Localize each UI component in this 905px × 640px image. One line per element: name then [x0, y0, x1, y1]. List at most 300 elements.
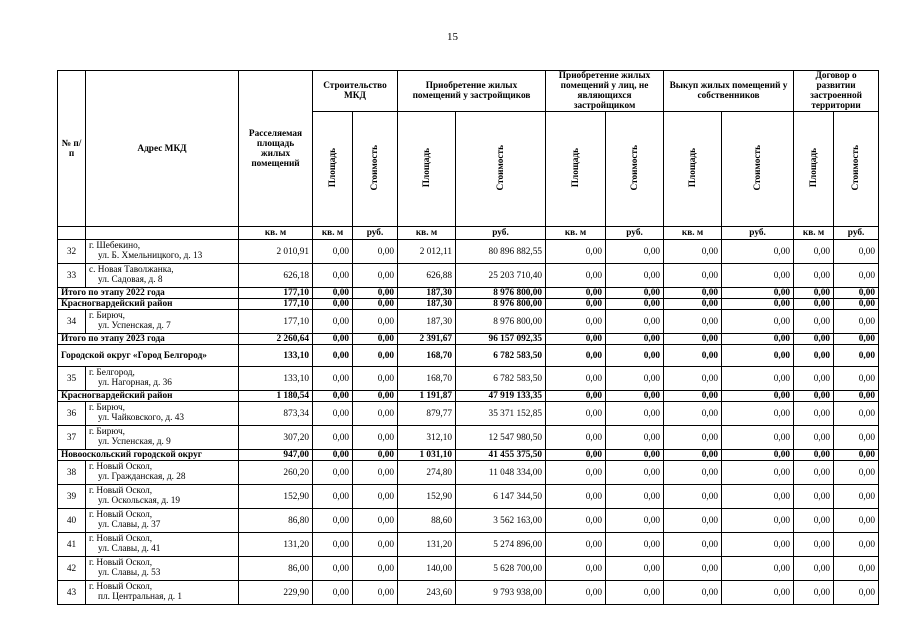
address-locality: г. Бирюч, [89, 427, 125, 437]
value-cell: 0,00 [313, 345, 353, 367]
address-cell [86, 264, 239, 288]
address-locality: г. Новый Оскол, [89, 558, 153, 568]
group-header-development-contract: Договор о развитии застроенной территории [794, 71, 879, 112]
value-cell: 0,00 [353, 264, 398, 288]
value-cell: 2 260,64 [239, 334, 313, 345]
value-cell: 131,20 [239, 533, 313, 557]
value-cell: 0,00 [794, 533, 834, 557]
address-street: ул. Оскольская, д. 19 [98, 496, 181, 506]
col-address-header: Адрес МКД [86, 71, 239, 227]
value-cell: 152,90 [239, 485, 313, 509]
group-header-construction: Строительство МКД [313, 71, 398, 112]
subheader-area: Площадь [398, 112, 456, 227]
value-cell: 0,00 [353, 367, 398, 391]
address-street: ул. Славы, д. 53 [98, 568, 161, 578]
address-street: пл. Центральная, д. 1 [98, 592, 183, 602]
value-cell: 2 010,91 [239, 240, 313, 264]
table-row [58, 402, 879, 426]
value-cell: 0,00 [353, 581, 398, 605]
value-cell: 5 274 896,00 [456, 533, 546, 557]
value-cell: 0,00 [794, 367, 834, 391]
value-cell: 0,00 [794, 334, 834, 345]
table-row [58, 240, 879, 264]
value-cell: 0,00 [313, 334, 353, 345]
address-street: ул. Нагорная, д. 36 [98, 378, 172, 388]
value-cell: 0,00 [606, 485, 664, 509]
value-cell: 177,10 [239, 288, 313, 299]
table-row [58, 533, 879, 557]
address-cell [86, 461, 239, 485]
value-cell: 0,00 [722, 450, 794, 461]
value-cell: 0,00 [606, 533, 664, 557]
table-row [58, 426, 879, 450]
value-cell: 0,00 [353, 391, 398, 402]
value-cell: 0,00 [546, 581, 606, 605]
value-cell: 0,00 [606, 426, 664, 450]
value-cell: 6 782 583,50 [456, 367, 546, 391]
value-cell: 0,00 [664, 461, 722, 485]
value-cell: 0,00 [664, 310, 722, 334]
subtotal-row [58, 345, 879, 367]
value-cell: 86,80 [239, 509, 313, 533]
value-cell: 0,00 [794, 461, 834, 485]
value-cell: 0,00 [546, 310, 606, 334]
value-cell: 25 203 710,40 [456, 264, 546, 288]
value-cell: 0,00 [313, 557, 353, 581]
address-street: ул. Славы, д. 37 [98, 520, 161, 530]
address-cell [86, 581, 239, 605]
value-cell: 0,00 [353, 509, 398, 533]
value-cell: 0,00 [606, 367, 664, 391]
subheader-cost: Стоимость [606, 112, 664, 227]
value-cell: 260,20 [239, 461, 313, 485]
value-cell: 0,00 [722, 391, 794, 402]
value-cell: 0,00 [546, 509, 606, 533]
row-number: 40 [58, 509, 86, 533]
units-cell: кв. м [398, 227, 456, 240]
address-locality: г. Белгород, [89, 368, 135, 378]
value-cell: 1 031,10 [398, 450, 456, 461]
value-cell: 947,00 [239, 450, 313, 461]
group-header-purchase-non-developers: Приобретение жилых помещений у лиц, не являющихся застройщиком [546, 71, 664, 112]
value-cell: 9 793 938,00 [456, 581, 546, 605]
address-locality: г. Бирюч, [89, 403, 125, 413]
value-cell: 0,00 [546, 264, 606, 288]
value-cell: 0,00 [834, 299, 879, 310]
value-cell: 168,70 [398, 345, 456, 367]
value-cell: 0,00 [313, 264, 353, 288]
row-number: 36 [58, 402, 86, 426]
row-number: 34 [58, 310, 86, 334]
value-cell: 131,20 [398, 533, 456, 557]
value-cell: 168,70 [398, 367, 456, 391]
value-cell: 0,00 [794, 402, 834, 426]
value-cell: 0,00 [664, 581, 722, 605]
value-cell: 0,00 [606, 581, 664, 605]
row-number: 43 [58, 581, 86, 605]
value-cell: 0,00 [794, 264, 834, 288]
subtotal-row [58, 299, 879, 310]
value-cell: 187,30 [398, 310, 456, 334]
value-cell: 0,00 [794, 557, 834, 581]
value-cell: 0,00 [834, 426, 879, 450]
value-cell: 0,00 [664, 426, 722, 450]
table-body [58, 227, 879, 605]
address-cell [86, 509, 239, 533]
address-cell [86, 426, 239, 450]
value-cell: 177,10 [239, 310, 313, 334]
value-cell: 140,00 [398, 557, 456, 581]
units-cell: руб. [834, 227, 879, 240]
value-cell: 0,00 [834, 461, 879, 485]
value-cell: 0,00 [606, 310, 664, 334]
address-cell [86, 402, 239, 426]
value-cell: 0,00 [353, 533, 398, 557]
value-cell: 274,80 [398, 461, 456, 485]
value-cell: 0,00 [834, 509, 879, 533]
value-cell: 177,10 [239, 299, 313, 310]
value-cell: 1 191,87 [398, 391, 456, 402]
subtotal-label: Итого по этапу 2022 года [58, 288, 239, 299]
units-cell: кв. м [239, 227, 313, 240]
value-cell: 86,00 [239, 557, 313, 581]
table-row [58, 461, 879, 485]
value-cell: 0,00 [664, 264, 722, 288]
page-number: 15 [447, 31, 458, 43]
value-cell: 0,00 [664, 557, 722, 581]
address-cell [86, 485, 239, 509]
address-locality: г. Новый Оскол, [89, 462, 153, 472]
value-cell: 0,00 [834, 533, 879, 557]
value-cell: 8 976 800,00 [456, 310, 546, 334]
subtotal-row [58, 288, 879, 299]
value-cell: 1 180,54 [239, 391, 313, 402]
value-cell: 0,00 [606, 288, 664, 299]
value-cell: 5 628 700,00 [456, 557, 546, 581]
subtotal-label: Красногвардейский район [58, 391, 239, 402]
value-cell: 0,00 [606, 299, 664, 310]
value-cell: 0,00 [606, 391, 664, 402]
value-cell: 2 012,11 [398, 240, 456, 264]
value-cell: 0,00 [353, 288, 398, 299]
value-cell: 0,00 [722, 367, 794, 391]
value-cell: 133,10 [239, 367, 313, 391]
value-cell: 0,00 [722, 485, 794, 509]
value-cell: 0,00 [794, 581, 834, 605]
value-cell: 0,00 [834, 288, 879, 299]
subtotal-label: Городской округ «Город Белгород» [58, 345, 239, 367]
subheader-cost: Стоимость [456, 112, 546, 227]
value-cell: 35 371 152,85 [456, 402, 546, 426]
value-cell: 0,00 [834, 450, 879, 461]
value-cell: 11 048 334,00 [456, 461, 546, 485]
value-cell: 0,00 [664, 299, 722, 310]
value-cell: 0,00 [606, 509, 664, 533]
value-cell: 0,00 [313, 240, 353, 264]
value-cell: 0,00 [664, 288, 722, 299]
address-street: ул. Б. Хмельницкого, д. 13 [98, 251, 203, 261]
value-cell: 3 562 163,00 [456, 509, 546, 533]
value-cell: 0,00 [834, 391, 879, 402]
value-cell: 0,00 [313, 367, 353, 391]
units-cell-blank [86, 227, 239, 240]
subheader-cost: Стоимость [353, 112, 398, 227]
value-cell: 0,00 [664, 509, 722, 533]
value-cell: 0,00 [664, 240, 722, 264]
value-cell: 0,00 [546, 367, 606, 391]
value-cell: 0,00 [722, 288, 794, 299]
address-locality: г. Бирюч, [89, 311, 125, 321]
value-cell: 0,00 [546, 557, 606, 581]
value-cell: 0,00 [722, 461, 794, 485]
units-cell: кв. м [546, 227, 606, 240]
address-street: ул. Гражданская, д. 28 [98, 472, 186, 482]
group-header-buyout-owners: Выкуп жилых помещений у собственников [664, 71, 794, 112]
header-row-groups [58, 71, 879, 112]
value-cell: 0,00 [722, 557, 794, 581]
address-locality: г. Новый Оскол, [89, 582, 153, 592]
group-header-purchase-developers: Приобретение жилых помещений у застройщиков [398, 71, 546, 112]
value-cell: 0,00 [834, 264, 879, 288]
value-cell: 0,00 [313, 581, 353, 605]
value-cell: 0,00 [313, 509, 353, 533]
value-cell: 0,00 [722, 310, 794, 334]
value-cell: 0,00 [313, 485, 353, 509]
subheader-area: Площадь [313, 112, 353, 227]
address-cell [86, 557, 239, 581]
value-cell: 0,00 [546, 533, 606, 557]
value-cell: 0,00 [794, 391, 834, 402]
value-cell: 41 455 375,50 [456, 450, 546, 461]
value-cell: 0,00 [546, 288, 606, 299]
value-cell: 0,00 [664, 533, 722, 557]
value-cell: 2 391,67 [398, 334, 456, 345]
value-cell: 0,00 [834, 402, 879, 426]
row-number: 39 [58, 485, 86, 509]
address-street: ул. Садовая, д. 8 [98, 275, 163, 285]
value-cell: 0,00 [353, 461, 398, 485]
value-cell: 243,60 [398, 581, 456, 605]
value-cell: 0,00 [834, 557, 879, 581]
value-cell: 8 976 800,00 [456, 288, 546, 299]
subtotal-row [58, 450, 879, 461]
address-street: ул. Успенская, д. 7 [98, 321, 171, 331]
row-number: 42 [58, 557, 86, 581]
row-number: 37 [58, 426, 86, 450]
value-cell: 0,00 [546, 391, 606, 402]
value-cell: 0,00 [313, 391, 353, 402]
address-street: ул. Успенская, д. 9 [98, 437, 171, 447]
value-cell: 0,00 [722, 402, 794, 426]
value-cell: 0,00 [834, 345, 879, 367]
value-cell: 0,00 [546, 345, 606, 367]
table-row [58, 557, 879, 581]
value-cell: 0,00 [834, 310, 879, 334]
subtotal-row [58, 334, 879, 345]
value-cell: 0,00 [546, 485, 606, 509]
value-cell: 6 147 344,50 [456, 485, 546, 509]
value-cell: 47 919 133,35 [456, 391, 546, 402]
table-row [58, 581, 879, 605]
address-cell [86, 310, 239, 334]
value-cell: 0,00 [664, 391, 722, 402]
row-number: 32 [58, 240, 86, 264]
units-cell: руб. [353, 227, 398, 240]
value-cell: 0,00 [353, 450, 398, 461]
value-cell: 879,77 [398, 402, 456, 426]
value-cell: 0,00 [794, 310, 834, 334]
address-cell [86, 533, 239, 557]
value-cell: 229,90 [239, 581, 313, 605]
value-cell: 0,00 [664, 367, 722, 391]
row-number: 41 [58, 533, 86, 557]
value-cell: 0,00 [606, 240, 664, 264]
resettlement-table [57, 70, 879, 605]
address-locality: г. Новый Оскол, [89, 534, 153, 544]
value-cell: 0,00 [794, 240, 834, 264]
value-cell: 0,00 [353, 310, 398, 334]
value-cell: 0,00 [353, 557, 398, 581]
subtotal-label: Красногвардейский район [58, 299, 239, 310]
subheader-area: Площадь [794, 112, 834, 227]
value-cell: 0,00 [313, 299, 353, 310]
value-cell: 80 896 882,55 [456, 240, 546, 264]
table-row [58, 367, 879, 391]
value-cell: 0,00 [606, 334, 664, 345]
units-cell: руб. [456, 227, 546, 240]
value-cell: 0,00 [313, 426, 353, 450]
value-cell: 307,20 [239, 426, 313, 450]
value-cell: 0,00 [313, 533, 353, 557]
table-row [58, 509, 879, 533]
value-cell: 0,00 [834, 334, 879, 345]
value-cell: 0,00 [722, 426, 794, 450]
row-number: 38 [58, 461, 86, 485]
value-cell: 0,00 [353, 485, 398, 509]
value-cell: 0,00 [313, 310, 353, 334]
row-number: 35 [58, 367, 86, 391]
value-cell: 0,00 [794, 485, 834, 509]
col-num-header: № п/п [58, 71, 86, 227]
row-number: 33 [58, 264, 86, 288]
value-cell: 12 547 980,50 [456, 426, 546, 450]
value-cell: 0,00 [722, 345, 794, 367]
units-cell: руб. [722, 227, 794, 240]
value-cell: 312,10 [398, 426, 456, 450]
value-cell: 0,00 [353, 402, 398, 426]
value-cell: 0,00 [664, 450, 722, 461]
value-cell: 187,30 [398, 288, 456, 299]
value-cell: 0,00 [794, 299, 834, 310]
value-cell: 0,00 [313, 288, 353, 299]
value-cell: 0,00 [664, 402, 722, 426]
value-cell: 0,00 [722, 533, 794, 557]
value-cell: 0,00 [353, 299, 398, 310]
value-cell: 8 976 800,00 [456, 299, 546, 310]
address-cell [86, 240, 239, 264]
value-cell: 0,00 [606, 557, 664, 581]
col-area-header: Расселяемая площадь жилых помещений [239, 71, 313, 227]
subheader-cost: Стоимость [722, 112, 794, 227]
value-cell: 0,00 [664, 334, 722, 345]
value-cell: 0,00 [546, 402, 606, 426]
value-cell: 626,88 [398, 264, 456, 288]
value-cell: 0,00 [834, 581, 879, 605]
value-cell: 88,60 [398, 509, 456, 533]
value-cell: 0,00 [794, 426, 834, 450]
subtotal-label: Итого по этапу 2023 года [58, 334, 239, 345]
value-cell: 873,34 [239, 402, 313, 426]
units-cell: кв. м [313, 227, 353, 240]
value-cell: 0,00 [546, 299, 606, 310]
value-cell: 0,00 [722, 299, 794, 310]
value-cell: 0,00 [546, 461, 606, 485]
address-locality: г. Новый Оскол, [89, 510, 153, 520]
value-cell: 0,00 [722, 264, 794, 288]
units-cell-blank [58, 227, 86, 240]
value-cell: 0,00 [353, 240, 398, 264]
subheader-cost: Стоимость [834, 112, 879, 227]
value-cell: 0,00 [794, 509, 834, 533]
subheader-area: Площадь [546, 112, 606, 227]
value-cell: 0,00 [834, 485, 879, 509]
value-cell: 0,00 [606, 450, 664, 461]
value-cell: 133,10 [239, 345, 313, 367]
value-cell: 0,00 [606, 264, 664, 288]
value-cell: 96 157 092,35 [456, 334, 546, 345]
address-locality: г. Шебекино, [89, 241, 141, 251]
value-cell: 0,00 [606, 402, 664, 426]
units-cell: руб. [606, 227, 664, 240]
value-cell: 0,00 [664, 485, 722, 509]
table-row [58, 310, 879, 334]
address-cell [86, 367, 239, 391]
value-cell: 0,00 [794, 450, 834, 461]
value-cell: 0,00 [722, 240, 794, 264]
value-cell: 0,00 [353, 334, 398, 345]
value-cell: 0,00 [664, 345, 722, 367]
value-cell: 0,00 [606, 461, 664, 485]
value-cell: 0,00 [546, 334, 606, 345]
units-row [58, 227, 879, 240]
value-cell: 187,30 [398, 299, 456, 310]
value-cell: 0,00 [794, 345, 834, 367]
value-cell: 0,00 [353, 345, 398, 367]
value-cell: 626,18 [239, 264, 313, 288]
address-street: ул. Славы, д. 41 [98, 544, 161, 554]
units-cell: кв. м [664, 227, 722, 240]
value-cell: 0,00 [722, 509, 794, 533]
table-row [58, 485, 879, 509]
value-cell: 0,00 [546, 240, 606, 264]
subheader-area: Площадь [664, 112, 722, 227]
value-cell: 0,00 [794, 288, 834, 299]
value-cell: 0,00 [546, 450, 606, 461]
value-cell: 0,00 [606, 345, 664, 367]
value-cell: 0,00 [834, 240, 879, 264]
units-cell: кв. м [794, 227, 834, 240]
value-cell: 0,00 [722, 581, 794, 605]
value-cell: 0,00 [353, 426, 398, 450]
value-cell: 0,00 [834, 367, 879, 391]
value-cell: 152,90 [398, 485, 456, 509]
subtotal-label: Новооскольский городской округ [58, 450, 239, 461]
value-cell: 6 782 583,50 [456, 345, 546, 367]
table-row [58, 264, 879, 288]
subtotal-row [58, 391, 879, 402]
address-locality: г. Новый Оскол, [89, 486, 153, 496]
value-cell: 0,00 [722, 334, 794, 345]
